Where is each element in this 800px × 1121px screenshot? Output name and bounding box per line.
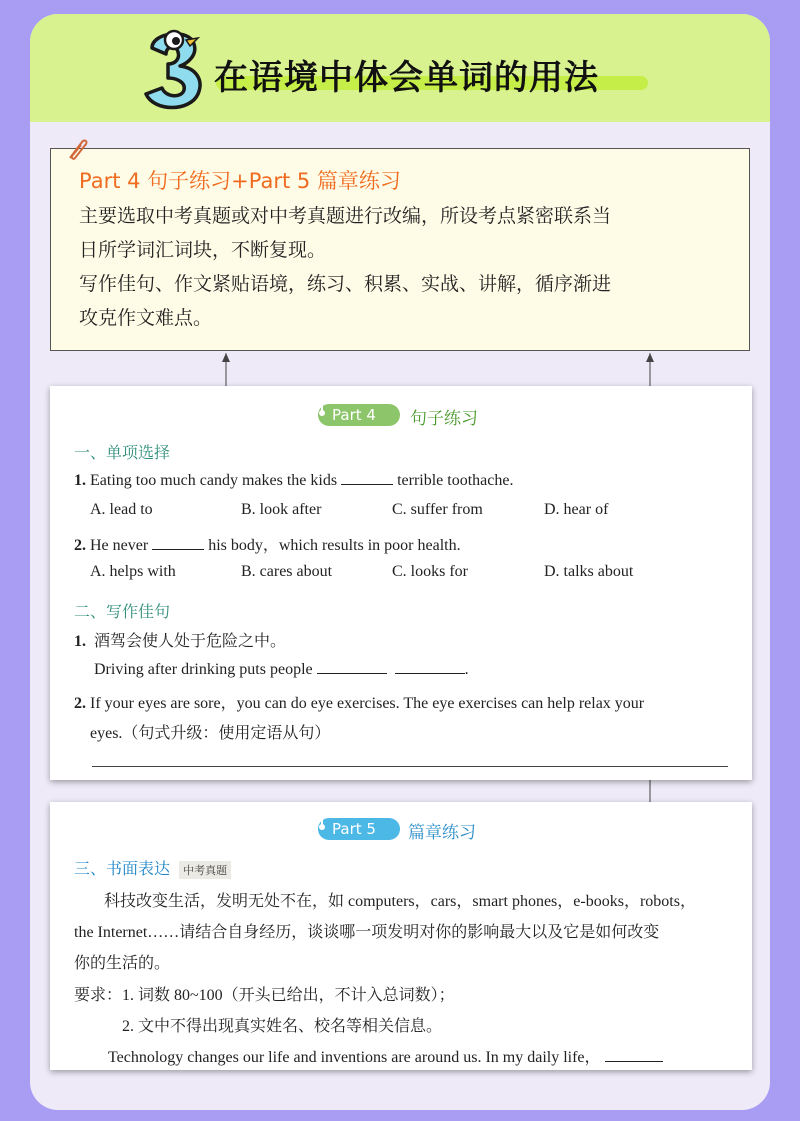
question-text: 酒驾会使人处于危险之中。 xyxy=(94,633,287,650)
intro-box xyxy=(50,148,750,351)
question-text: Driving after drinking puts people xyxy=(94,661,313,678)
part4-badge xyxy=(318,404,400,426)
answer-line[interactable] xyxy=(92,766,728,767)
number-three-mascot-icon xyxy=(138,26,212,112)
exam-tag: 中考真题 xyxy=(179,861,231,879)
section-writing: 二、写作佳句 xyxy=(74,602,171,621)
answer-blank[interactable] xyxy=(152,535,204,550)
question-number: 2. xyxy=(74,695,86,712)
prompt-line: the Internet……请结合自身经历，谈谈哪一项发明对你的影响最大以及它是如何改变 xyxy=(74,924,660,941)
part5-badge-label: Part 5 xyxy=(332,820,376,838)
page-title: 在语境中体会单词的用法 xyxy=(214,58,599,98)
paperclip-icon xyxy=(64,136,92,164)
answer-blank[interactable] xyxy=(395,659,465,674)
essay-start-text: Technology changes our life and inventions are around us. In my daily life， xyxy=(108,1049,601,1066)
writing-2 xyxy=(74,690,644,713)
option[interactable]: B. cares about xyxy=(241,563,333,580)
writing-2-cont: eyes.（句式升级：使用定语从句） xyxy=(90,725,331,742)
part5-card xyxy=(50,802,752,1070)
question-text: If your eyes are sore，you can do eye exercises. The eye exercises can help relax your xyxy=(90,695,645,712)
answer-blank[interactable] xyxy=(341,470,393,485)
option[interactable]: A. lead to xyxy=(90,501,153,518)
section-single-choice: 一、单项选择 xyxy=(74,443,171,462)
essay-start xyxy=(108,1044,663,1067)
answer-blank[interactable] xyxy=(317,659,387,674)
question-text: terrible toothache. xyxy=(397,472,514,489)
option[interactable]: D. talks about xyxy=(544,563,634,580)
section-title: 三、书面表达 xyxy=(74,859,171,878)
part4-name: 句子练习 xyxy=(410,409,478,429)
intro-line: 日所学词汇词块，不断复现。 xyxy=(79,239,327,261)
pin-icon xyxy=(321,815,323,827)
option[interactable]: B. look after xyxy=(241,501,322,518)
requirement: 2. 文中不得出现真实姓名、校名等相关信息。 xyxy=(122,1018,443,1035)
option[interactable]: C. suffer from xyxy=(392,501,483,518)
question-number: 1. xyxy=(74,472,86,489)
intro-line: 写作佳句、作文紧贴语境，练习、积累、实战、讲解，循序渐进 xyxy=(79,273,612,295)
question-text: He never xyxy=(90,537,149,554)
answer-blank[interactable] xyxy=(605,1047,663,1062)
question-number: 2. xyxy=(74,537,86,554)
page-frame xyxy=(30,14,770,1110)
requirement: 要求：1. 词数 80~100（开头已给出，不计入总词数）； xyxy=(74,987,455,1004)
prompt-line: 科技改变生活，发明无处不在，如 computers，cars，smart phones，e-books，robots， xyxy=(104,893,696,910)
question-text: his body，which results in poor health. xyxy=(208,537,461,554)
part4-badge-label: Part 4 xyxy=(332,406,376,424)
header-banner xyxy=(30,14,770,122)
question-2 xyxy=(74,532,461,555)
prompt-line: 你的生活的。 xyxy=(74,955,171,972)
intro-line: 主要选取中考真题或对中考真题进行改编，所设考点紧密联系当 xyxy=(79,205,612,227)
pin-icon xyxy=(321,401,323,413)
option[interactable]: D. hear of xyxy=(544,501,609,518)
question-text: Eating too much candy makes the kids xyxy=(90,472,338,489)
part5-name: 篇章练习 xyxy=(408,823,476,843)
part4-card xyxy=(50,386,752,780)
intro-line: 攻克作文难点。 xyxy=(79,307,213,329)
intro-title: Part 4 句子练习+Part 5 篇章练习 xyxy=(79,169,401,193)
option[interactable]: A. helps with xyxy=(90,563,176,580)
writing-1 xyxy=(74,628,286,651)
section-composition xyxy=(74,856,231,879)
question-1 xyxy=(74,470,513,490)
part5-badge xyxy=(318,818,400,840)
writing-1-answer: Driving after drinking puts people . xyxy=(94,661,469,678)
option[interactable]: C. looks for xyxy=(392,563,468,580)
question-number: 1. xyxy=(74,633,86,650)
